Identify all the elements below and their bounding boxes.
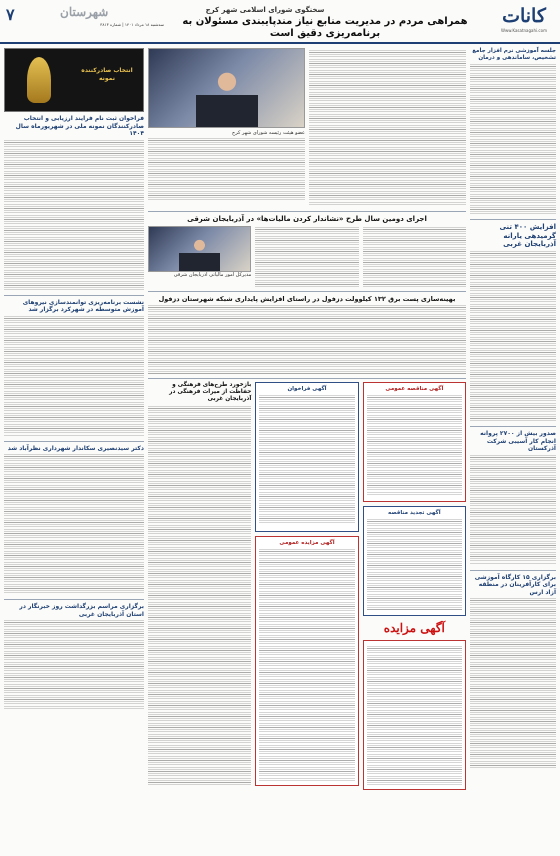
- article-body: [148, 138, 305, 200]
- article-right-3[interactable]: [470, 430, 556, 565]
- article-headline: برگزاری ۱۵ کارگاه آموزشی برای کارآفرینان در منطقه آزاد ارس: [474, 573, 556, 596]
- power-headline[interactable]: بهینه‌سازی پست برق ۱۳۲ کیلوولت دزفول در راستای افزایش پایداری شبکه شهرستان دزفول: [158, 294, 456, 303]
- article-body: [363, 227, 466, 287]
- news-photo: [148, 48, 305, 128]
- article-right-1[interactable]: [470, 48, 556, 214]
- article-headline: فراخوان ثبت نام فرایند ارزیابی و انتخاب صادرکنندگان نمونه ملی در شهریورماه سال ۱۴۰۴: [15, 115, 144, 137]
- left-column: [4, 48, 144, 852]
- article-body: [309, 50, 466, 206]
- award-image: [4, 48, 144, 112]
- article-headline: صدور بیش از ۲۷۰۰ پروانه انجام کار آسیبی شرکت آذرکستان: [480, 430, 556, 453]
- dateline: سه‌شنبه ۱۸ مرداد ۱۴۰۱ | شماره ۳۸۱۳: [100, 22, 164, 27]
- article-body: [470, 598, 556, 768]
- article-body: [4, 620, 144, 710]
- person-figure: [179, 238, 220, 271]
- ad-title: آگهی فراخوان: [287, 385, 327, 392]
- article-body: [148, 305, 466, 375]
- ad-title: آگهی مناقصه عمومی: [385, 385, 444, 392]
- article-headline: جلسه آموزشی نرم افزار جامع تشخیص، ساماندهی و درمان: [472, 48, 556, 61]
- article-left-4[interactable]: [4, 603, 144, 710]
- section-title: شهرستان: [60, 5, 109, 19]
- article-headline: دکتر سیدنصیری سکاندار شهرداری نظرآباد شد: [7, 444, 144, 452]
- tax-story: [148, 226, 466, 288]
- article-body: [470, 251, 556, 421]
- photo-caption: مدیرکل امور مالیاتی آذربایجان شرقی: [173, 271, 252, 278]
- ad-box[interactable]: [363, 382, 466, 502]
- article-headline: نشست برنامه‌ریزی توانمندسازی نیروهای آموزش متوسطه در شهرکرد برگزار شد: [22, 298, 144, 313]
- ad-box[interactable]: [363, 640, 466, 790]
- ad-title: آگهی مزایده عمومی: [279, 539, 335, 546]
- ads-area: [148, 382, 466, 802]
- auction-title: آگهی مزایده: [383, 620, 445, 635]
- article-body: [4, 454, 144, 594]
- divider: [4, 441, 144, 442]
- award-label: انتخاب صادرکننده نمونه: [81, 67, 133, 83]
- article-headline[interactable]: بازخورد طرح‌های فرهنگی و حفاظت از میراث فرهنگی در آذربایجان غربی: [169, 381, 252, 403]
- ad-body: [259, 549, 354, 781]
- ad-title: آگهی تجدید مناقصه: [388, 509, 441, 516]
- page-number: ۷: [6, 5, 15, 24]
- ad-body: [367, 395, 462, 495]
- article-left-2[interactable]: [4, 299, 144, 436]
- trophy-icon: [27, 57, 51, 103]
- article-right-2[interactable]: [470, 223, 556, 421]
- person-figure: [196, 69, 258, 128]
- divider: [4, 599, 144, 600]
- article-headline: برگزاری مراسم بزرگداشت روز خبرنگار در استان آذربایجان غربی: [19, 603, 144, 618]
- article-body: [4, 140, 144, 290]
- article-body: [470, 455, 556, 565]
- ad-body: [367, 519, 462, 611]
- logo-url: Www.Kasatnagahi.com: [501, 28, 547, 33]
- newspaper-logo[interactable]: کانات: [502, 5, 546, 27]
- ad-body: [259, 395, 354, 525]
- article-left-1[interactable]: [4, 115, 144, 290]
- right-column: [470, 48, 556, 852]
- masthead: [0, 0, 560, 44]
- ad-box[interactable]: [363, 506, 466, 616]
- article-body: [148, 406, 251, 786]
- tax-headline[interactable]: اجرای دومین سال طرح «نشاندار کردن مالیات‌ها» در آذربایجان شرقی: [187, 215, 427, 223]
- middle-column: [148, 48, 466, 852]
- article-headline: افزایش ۴۰۰ تنی گرمیدهی یارانه آذربایجان غربی: [499, 222, 556, 249]
- main-kicker: سخنگوی شورای اسلامی شهر کرج: [205, 6, 325, 14]
- main-headline[interactable]: همراهی مردم در مدیریت منابع نیاز مندپایبندی مسئولان به برنامه‌ریزی دقیق است: [182, 16, 468, 39]
- divider: [148, 291, 466, 292]
- article-right-4[interactable]: [470, 574, 556, 769]
- article-left-3[interactable]: [4, 445, 144, 595]
- divider: [470, 570, 556, 571]
- news-photo: [148, 226, 251, 272]
- ad-box[interactable]: [255, 382, 358, 532]
- divider: [148, 378, 466, 379]
- top-story: [148, 48, 466, 208]
- divider: [4, 295, 144, 296]
- ad-box[interactable]: [255, 536, 358, 786]
- divider: [470, 426, 556, 427]
- article-body: [470, 64, 556, 214]
- article-body: [255, 227, 358, 287]
- article-body: [4, 316, 144, 436]
- divider: [470, 219, 556, 220]
- photo-caption: عضو هیئت رئیسه شورای شهر کرج: [232, 130, 305, 136]
- divider: [148, 211, 466, 212]
- ad-body: [367, 646, 462, 786]
